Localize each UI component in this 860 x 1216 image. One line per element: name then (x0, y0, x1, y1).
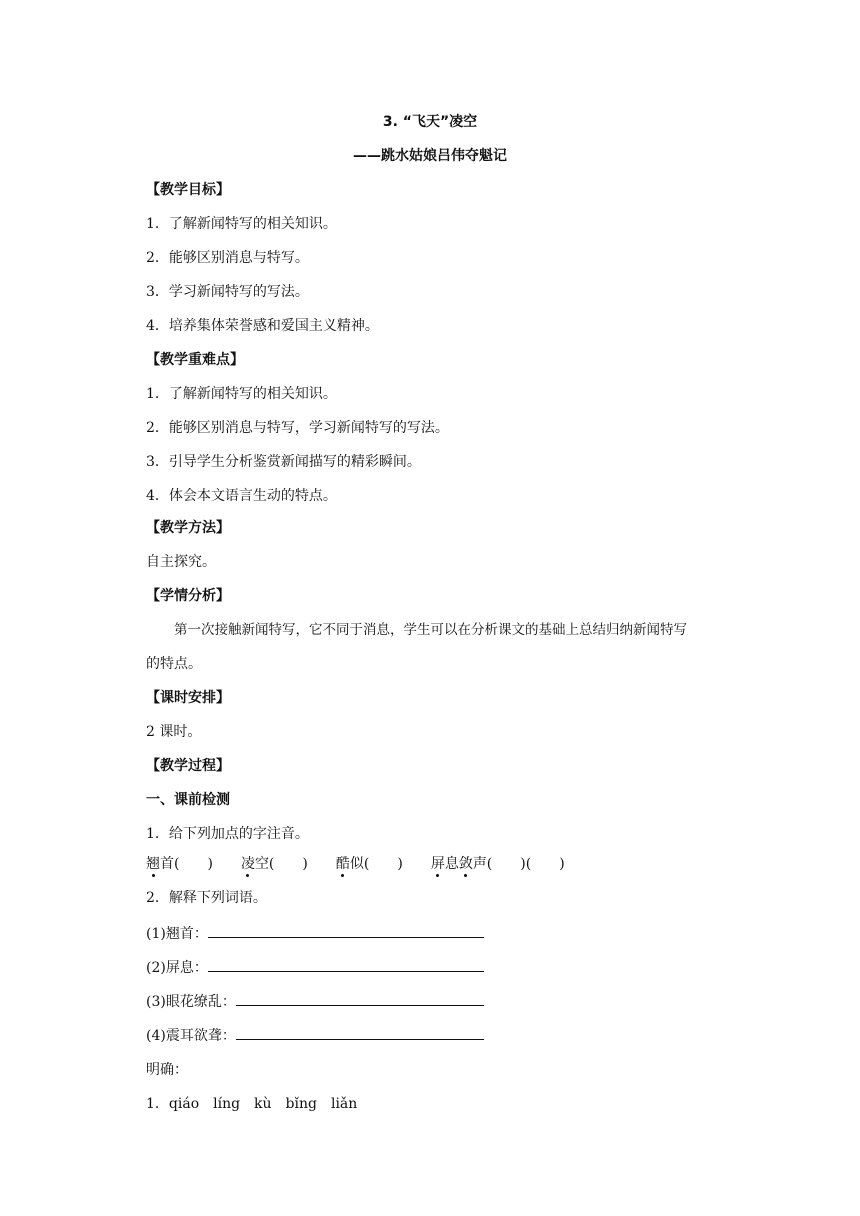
section-heading-process: 【教学过程】 (146, 758, 230, 774)
term-label: (2)屏息： (146, 960, 208, 976)
dotted-character: 翘 (146, 856, 160, 872)
dotted-character: 敛 (458, 856, 473, 872)
analysis-paragraph-line-1: 第一次接触新闻特写，它不同于消息，学生可以在分析课文的基础上总结归纳新闻特写 (174, 622, 687, 638)
clarify-label: 明确： (146, 1062, 188, 1078)
answer-blank (208, 925, 484, 938)
pinyin-item-2: 凌空( ) (240, 856, 308, 872)
dotted-character: 屏 (430, 856, 445, 872)
section-heading-methods: 【教学方法】 (146, 520, 230, 536)
answer-1: 1．qiáo líng kù bǐng liǎn (146, 1096, 358, 1112)
answer-blank (236, 1027, 484, 1040)
goal-item-4: 4．培养集体荣誉感和爱国主义精神。 (146, 318, 379, 334)
page-subtitle: ——跳水姑娘吕伟夺魁记 (353, 148, 507, 164)
question-1: 1．给下列加点的字注音。 (146, 826, 309, 842)
methods-text: 自主探究。 (146, 554, 216, 570)
pinyin-exercise-line (146, 855, 565, 873)
term-label: (4)震耳欲聋： (146, 1028, 236, 1044)
question-2: 2．解释下列词语。 (146, 890, 267, 906)
key-point-item-4: 4．体会本文语言生动的特点。 (146, 488, 337, 504)
pinyin-item-4: 屏息敛声( )( ) (430, 856, 565, 872)
schedule-text: 2 课时。 (146, 724, 202, 740)
key-point-item-1: 1．了解新闻特写的相关知识。 (146, 386, 337, 402)
answer-blank (236, 993, 484, 1006)
section-heading-schedule: 【课时安排】 (146, 690, 230, 706)
answer-blank (208, 959, 484, 972)
goal-item-3: 3．学习新闻特写的写法。 (146, 284, 309, 300)
goal-item-1: 1．了解新闻特写的相关知识。 (146, 216, 337, 232)
term-row-3 (146, 993, 484, 1011)
dotted-character: 凌 (240, 856, 255, 872)
term-row-2 (146, 959, 484, 977)
section-heading-goals: 【教学目标】 (146, 182, 230, 198)
dotted-character: 酷 (335, 856, 350, 872)
goal-item-2: 2．能够区别消息与特写。 (146, 250, 309, 266)
term-row-4 (146, 1027, 484, 1045)
section-heading-key-points: 【教学重难点】 (146, 352, 244, 368)
key-point-item-2: 2．能够区别消息与特写，学习新闻特写的写法。 (146, 420, 449, 436)
pinyin-item-1: 翘首( ) (146, 856, 213, 872)
term-row-1 (146, 925, 484, 943)
key-point-item-3: 3．引导学生分析鉴赏新闻描写的精彩瞬间。 (146, 454, 421, 470)
page-title: 3. “飞天”凌空 (382, 114, 478, 130)
term-label: (1)翘首： (146, 926, 208, 942)
process-part-1-heading: 一、课前检测 (146, 792, 230, 808)
term-label: (3)眼花缭乱： (146, 994, 236, 1010)
section-heading-analysis: 【学情分析】 (146, 588, 230, 604)
pinyin-item-3: 酷似( ) (335, 856, 403, 872)
analysis-paragraph-line-2: 的特点。 (146, 656, 202, 672)
